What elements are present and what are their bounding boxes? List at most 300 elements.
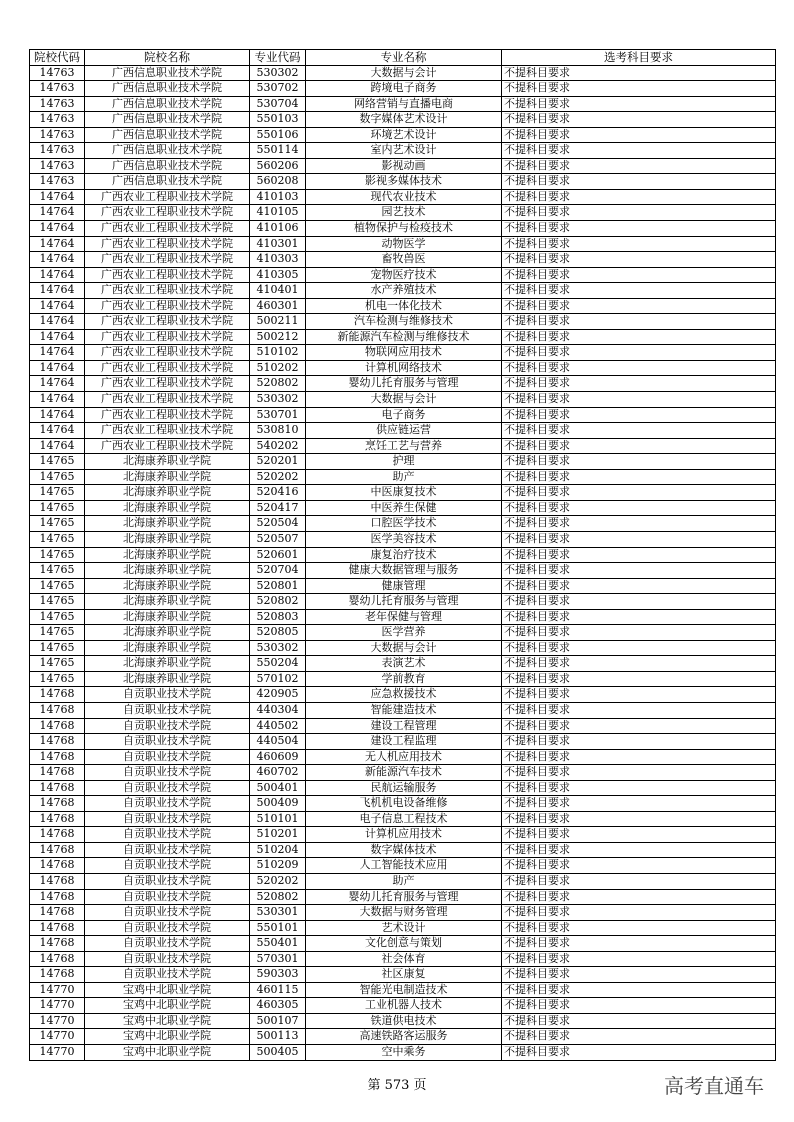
cell-school-name: 自贡职业技术学院 [85,718,250,734]
cell-subject-requirement: 不提科目要求 [502,796,776,812]
cell-school-name: 广西信息职业技术学院 [85,158,250,174]
cell-major-code: 460609 [250,749,306,765]
cell-subject-requirement: 不提科目要求 [502,982,776,998]
cell-subject-requirement: 不提科目要求 [502,765,776,781]
cell-major-name: 跨境电子商务 [306,81,502,97]
cell-school-code: 14764 [30,345,85,361]
cell-school-code: 14765 [30,594,85,610]
cell-subject-requirement: 不提科目要求 [502,221,776,237]
cell-school-name: 自贡职业技术学院 [85,827,250,843]
cell-school-name: 广西农业工程职业技术学院 [85,345,250,361]
cell-subject-requirement: 不提科目要求 [502,1013,776,1029]
cell-major-code: 570102 [250,671,306,687]
table-row [30,345,776,361]
table-row [30,625,776,641]
cell-major-code: 500211 [250,314,306,330]
cell-major-name: 口腔医学技术 [306,516,502,532]
cell-major-name: 网络营销与直播电商 [306,96,502,112]
cell-school-name: 自贡职业技术学院 [85,936,250,952]
cell-major-code: 560206 [250,158,306,174]
cell-major-code: 520802 [250,594,306,610]
cell-school-code: 14764 [30,329,85,345]
cell-major-name: 婴幼儿托育服务与管理 [306,594,502,610]
cell-subject-requirement: 不提科目要求 [502,127,776,143]
table-row [30,267,776,283]
cell-school-name: 北海康养职业学院 [85,547,250,563]
cell-subject-requirement: 不提科目要求 [502,407,776,423]
cell-school-name: 广西农业工程职业技术学院 [85,205,250,221]
cell-major-name: 园艺技术 [306,205,502,221]
cell-major-name: 婴幼儿托育服务与管理 [306,376,502,392]
table-row [30,531,776,547]
cell-school-code: 14768 [30,718,85,734]
cell-subject-requirement: 不提科目要求 [502,547,776,563]
cell-major-name: 智能光电制造技术 [306,982,502,998]
table-row [30,702,776,718]
cell-school-name: 自贡职业技术学院 [85,951,250,967]
table-row [30,811,776,827]
cell-major-code: 550103 [250,112,306,128]
table-row [30,951,776,967]
table-row [30,189,776,205]
table-row [30,982,776,998]
header-school-code: 院校代码 [30,50,85,66]
cell-major-code: 530810 [250,423,306,439]
cell-major-name: 大数据与会计 [306,392,502,408]
cell-subject-requirement: 不提科目要求 [502,516,776,532]
cell-major-code: 520704 [250,563,306,579]
cell-major-name: 护理 [306,454,502,470]
cell-school-name: 广西信息职业技术学院 [85,81,250,97]
cell-subject-requirement: 不提科目要求 [502,158,776,174]
cell-school-name: 广西信息职业技术学院 [85,96,250,112]
table-row [30,827,776,843]
cell-school-code: 14764 [30,267,85,283]
table-row [30,298,776,314]
cell-school-name: 北海康养职业学院 [85,656,250,672]
cell-school-name: 自贡职业技术学院 [85,765,250,781]
cell-subject-requirement: 不提科目要求 [502,842,776,858]
cell-major-name: 电子商务 [306,407,502,423]
cell-school-name: 北海康养职业学院 [85,469,250,485]
cell-school-name: 北海康养职业学院 [85,578,250,594]
cell-school-code: 14768 [30,920,85,936]
cell-subject-requirement: 不提科目要求 [502,1029,776,1045]
cell-school-name: 北海康养职业学院 [85,625,250,641]
table-row [30,1013,776,1029]
cell-major-name: 物联网应用技术 [306,345,502,361]
cell-school-name: 北海康养职业学院 [85,454,250,470]
cell-school-name: 广西信息职业技术学院 [85,65,250,81]
cell-major-name: 供应链运营 [306,423,502,439]
cell-major-code: 510102 [250,345,306,361]
cell-subject-requirement: 不提科目要求 [502,252,776,268]
table-row [30,283,776,299]
cell-major-code: 540202 [250,438,306,454]
cell-major-code: 410303 [250,252,306,268]
cell-subject-requirement: 不提科目要求 [502,780,776,796]
table-row [30,936,776,952]
cell-subject-requirement: 不提科目要求 [502,500,776,516]
cell-school-code: 14765 [30,609,85,625]
table-row [30,127,776,143]
table-row [30,749,776,765]
table-row [30,516,776,532]
cell-school-name: 广西农业工程职业技术学院 [85,407,250,423]
table-body [30,65,776,1060]
cell-school-name: 自贡职业技术学院 [85,734,250,750]
cell-school-name: 自贡职业技术学院 [85,811,250,827]
cell-subject-requirement: 不提科目要求 [502,578,776,594]
cell-school-code: 14768 [30,905,85,921]
cell-school-name: 宝鸡中北职业学院 [85,1029,250,1045]
cell-school-name: 自贡职业技术学院 [85,702,250,718]
cell-major-code: 550204 [250,656,306,672]
cell-subject-requirement: 不提科目要求 [502,640,776,656]
cell-major-code: 530701 [250,407,306,423]
cell-subject-requirement: 不提科目要求 [502,329,776,345]
cell-major-code: 550101 [250,920,306,936]
table-row [30,609,776,625]
cell-major-code: 510202 [250,360,306,376]
table-row [30,796,776,812]
cell-major-code: 520802 [250,889,306,905]
cell-major-name: 新能源汽车检测与维修技术 [306,329,502,345]
cell-school-name: 自贡职业技术学院 [85,687,250,703]
cell-major-name: 植物保护与检疫技术 [306,221,502,237]
table-row [30,500,776,516]
header-school-name: 院校名称 [85,50,250,66]
cell-major-code: 520202 [250,469,306,485]
cell-school-name: 北海康养职业学院 [85,516,250,532]
cell-school-code: 14764 [30,298,85,314]
cell-school-name: 广西信息职业技术学院 [85,112,250,128]
cell-major-code: 520601 [250,547,306,563]
cell-subject-requirement: 不提科目要求 [502,687,776,703]
cell-school-code: 14765 [30,625,85,641]
cell-school-code: 14768 [30,687,85,703]
cell-subject-requirement: 不提科目要求 [502,65,776,81]
header-subject-requirement: 选考科目要求 [502,50,776,66]
cell-school-code: 14768 [30,889,85,905]
cell-subject-requirement: 不提科目要求 [502,702,776,718]
cell-school-code: 14765 [30,563,85,579]
cell-major-code: 520416 [250,485,306,501]
cell-school-code: 14768 [30,811,85,827]
cell-major-name: 动物医学 [306,236,502,252]
table-row [30,174,776,190]
cell-major-name: 中医康复技术 [306,485,502,501]
cell-school-code: 14768 [30,936,85,952]
table-row [30,236,776,252]
table-row [30,563,776,579]
cell-major-name: 宠物医疗技术 [306,267,502,283]
cell-subject-requirement: 不提科目要求 [502,531,776,547]
cell-major-code: 510204 [250,842,306,858]
cell-school-code: 14764 [30,392,85,408]
cell-major-code: 460702 [250,765,306,781]
cell-major-name: 机电一体化技术 [306,298,502,314]
header-major-name: 专业名称 [306,50,502,66]
cell-school-name: 广西农业工程职业技术学院 [85,298,250,314]
cell-school-name: 广西农业工程职业技术学院 [85,267,250,283]
cell-subject-requirement: 不提科目要求 [502,485,776,501]
admission-table [29,49,776,1061]
cell-school-code: 14770 [30,1013,85,1029]
cell-school-code: 14764 [30,360,85,376]
cell-subject-requirement: 不提科目要求 [502,718,776,734]
table-row [30,438,776,454]
cell-school-code: 14768 [30,873,85,889]
cell-major-name: 现代农业技术 [306,189,502,205]
cell-school-code: 14763 [30,158,85,174]
table-row [30,392,776,408]
cell-major-name: 学前教育 [306,671,502,687]
table-row [30,873,776,889]
cell-school-code: 14765 [30,516,85,532]
cell-school-code: 14770 [30,998,85,1014]
cell-subject-requirement: 不提科目要求 [502,749,776,765]
cell-subject-requirement: 不提科目要求 [502,734,776,750]
cell-school-code: 14768 [30,796,85,812]
cell-major-name: 社会体育 [306,951,502,967]
cell-major-code: 550106 [250,127,306,143]
cell-subject-requirement: 不提科目要求 [502,423,776,439]
cell-major-code: 520201 [250,454,306,470]
cell-major-name: 汽车检测与维修技术 [306,314,502,330]
cell-school-name: 宝鸡中北职业学院 [85,982,250,998]
cell-major-name: 康复治疗技术 [306,547,502,563]
cell-school-code: 14764 [30,283,85,299]
cell-school-code: 14768 [30,734,85,750]
cell-school-name: 广西信息职业技术学院 [85,143,250,159]
cell-school-name: 广西农业工程职业技术学院 [85,314,250,330]
cell-major-name: 医学营养 [306,625,502,641]
table-row [30,205,776,221]
cell-school-code: 14765 [30,454,85,470]
table-row [30,112,776,128]
brand-logo-text: 高考直通车 [664,1074,764,1098]
cell-major-code: 560208 [250,174,306,190]
cell-subject-requirement: 不提科目要求 [502,827,776,843]
cell-subject-requirement: 不提科目要求 [502,905,776,921]
cell-school-name: 广西信息职业技术学院 [85,127,250,143]
cell-school-code: 14763 [30,81,85,97]
cell-school-name: 广西农业工程职业技术学院 [85,236,250,252]
cell-school-code: 14765 [30,578,85,594]
cell-major-code: 440504 [250,734,306,750]
cell-major-name: 环境艺术设计 [306,127,502,143]
cell-major-name: 计算机应用技术 [306,827,502,843]
cell-subject-requirement: 不提科目要求 [502,189,776,205]
cell-major-code: 410301 [250,236,306,252]
cell-major-code: 520802 [250,376,306,392]
cell-school-code: 14770 [30,1029,85,1045]
cell-subject-requirement: 不提科目要求 [502,1045,776,1061]
cell-major-code: 550401 [250,936,306,952]
table-row [30,920,776,936]
cell-major-code: 460305 [250,998,306,1014]
cell-school-code: 14763 [30,112,85,128]
table-row [30,252,776,268]
cell-school-name: 北海康养职业学院 [85,531,250,547]
table-row [30,998,776,1014]
table-row [30,454,776,470]
cell-major-code: 530301 [250,905,306,921]
table-row [30,329,776,345]
cell-major-name: 中医养生保健 [306,500,502,516]
cell-subject-requirement: 不提科目要求 [502,174,776,190]
cell-subject-requirement: 不提科目要求 [502,283,776,299]
table-row [30,96,776,112]
cell-major-name: 高速铁路客运服务 [306,1029,502,1045]
cell-subject-requirement: 不提科目要求 [502,205,776,221]
cell-school-name: 宝鸡中北职业学院 [85,998,250,1014]
cell-major-code: 590303 [250,967,306,983]
cell-school-name: 宝鸡中北职业学院 [85,1045,250,1061]
cell-school-code: 14765 [30,500,85,516]
cell-school-code: 14765 [30,469,85,485]
cell-school-name: 北海康养职业学院 [85,485,250,501]
cell-school-name: 自贡职业技术学院 [85,873,250,889]
cell-major-name: 数字媒体技术 [306,842,502,858]
cell-subject-requirement: 不提科目要求 [502,96,776,112]
cell-school-code: 14763 [30,143,85,159]
table-row [30,221,776,237]
cell-major-code: 530702 [250,81,306,97]
cell-subject-requirement: 不提科目要求 [502,298,776,314]
cell-major-name: 工业机器人技术 [306,998,502,1014]
page-number: 第 573 页 [367,1078,427,1093]
header-major-code: 专业代码 [250,50,306,66]
cell-major-name: 健康大数据管理与服务 [306,563,502,579]
cell-subject-requirement: 不提科目要求 [502,671,776,687]
cell-major-name: 健康管理 [306,578,502,594]
cell-school-name: 广西农业工程职业技术学院 [85,252,250,268]
table-row [30,158,776,174]
cell-subject-requirement: 不提科目要求 [502,951,776,967]
cell-subject-requirement: 不提科目要求 [502,858,776,874]
cell-school-name: 自贡职业技术学院 [85,842,250,858]
cell-school-code: 14770 [30,1045,85,1061]
cell-school-code: 14768 [30,749,85,765]
cell-school-code: 14764 [30,205,85,221]
cell-subject-requirement: 不提科目要求 [502,236,776,252]
cell-subject-requirement: 不提科目要求 [502,998,776,1014]
cell-major-code: 440502 [250,718,306,734]
table-row [30,143,776,159]
cell-major-name: 助产 [306,469,502,485]
cell-major-name: 智能建造技术 [306,702,502,718]
cell-major-name: 民航运输服务 [306,780,502,796]
cell-subject-requirement: 不提科目要求 [502,967,776,983]
table-row [30,640,776,656]
cell-major-name: 婴幼儿托育服务与管理 [306,889,502,905]
cell-major-code: 520507 [250,531,306,547]
cell-school-code: 14768 [30,858,85,874]
cell-school-code: 14768 [30,827,85,843]
cell-major-name: 烹饪工艺与营养 [306,438,502,454]
cell-school-name: 广西农业工程职业技术学院 [85,376,250,392]
cell-subject-requirement: 不提科目要求 [502,360,776,376]
cell-major-code: 410105 [250,205,306,221]
cell-school-code: 14764 [30,189,85,205]
cell-subject-requirement: 不提科目要求 [502,454,776,470]
cell-school-name: 自贡职业技术学院 [85,889,250,905]
cell-subject-requirement: 不提科目要求 [502,594,776,610]
cell-school-code: 14764 [30,407,85,423]
cell-major-code: 410103 [250,189,306,205]
cell-school-code: 14764 [30,252,85,268]
cell-school-code: 14765 [30,485,85,501]
cell-school-code: 14764 [30,236,85,252]
cell-major-code: 520504 [250,516,306,532]
cell-major-code: 460301 [250,298,306,314]
table-row [30,360,776,376]
table-row [30,1029,776,1045]
cell-major-code: 550114 [250,143,306,159]
cell-major-name: 艺术设计 [306,920,502,936]
cell-major-code: 410401 [250,283,306,299]
table-row [30,656,776,672]
cell-school-code: 14770 [30,982,85,998]
cell-school-name: 北海康养职业学院 [85,500,250,516]
cell-school-name: 宝鸡中北职业学院 [85,1013,250,1029]
cell-subject-requirement: 不提科目要求 [502,112,776,128]
cell-school-code: 14765 [30,531,85,547]
cell-major-code: 500405 [250,1045,306,1061]
table-row [30,376,776,392]
table-row [30,858,776,874]
table-row [30,485,776,501]
cell-school-name: 广西农业工程职业技术学院 [85,438,250,454]
cell-major-code: 500409 [250,796,306,812]
table-row [30,765,776,781]
cell-major-code: 520202 [250,873,306,889]
table-row [30,718,776,734]
cell-major-name: 空中乘务 [306,1045,502,1061]
cell-school-code: 14765 [30,640,85,656]
cell-subject-requirement: 不提科目要求 [502,625,776,641]
cell-major-name: 社区康复 [306,967,502,983]
cell-major-code: 500212 [250,329,306,345]
cell-subject-requirement: 不提科目要求 [502,438,776,454]
cell-major-code: 520805 [250,625,306,641]
cell-major-code: 420905 [250,687,306,703]
cell-school-code: 14768 [30,967,85,983]
cell-school-name: 广西农业工程职业技术学院 [85,360,250,376]
cell-school-code: 14765 [30,547,85,563]
table-row [30,65,776,81]
cell-school-name: 自贡职业技术学院 [85,780,250,796]
cell-school-name: 广西农业工程职业技术学院 [85,392,250,408]
cell-major-name: 文化创意与策划 [306,936,502,952]
table-row [30,578,776,594]
table-row [30,314,776,330]
cell-school-name: 广西农业工程职业技术学院 [85,423,250,439]
cell-major-code: 530302 [250,65,306,81]
table-row [30,889,776,905]
cell-school-code: 14763 [30,65,85,81]
cell-subject-requirement: 不提科目要求 [502,314,776,330]
cell-school-code: 14768 [30,951,85,967]
cell-major-code: 410106 [250,221,306,237]
cell-school-code: 14764 [30,221,85,237]
cell-major-code: 530302 [250,392,306,408]
cell-school-name: 自贡职业技术学院 [85,858,250,874]
cell-school-code: 14765 [30,671,85,687]
cell-subject-requirement: 不提科目要求 [502,563,776,579]
